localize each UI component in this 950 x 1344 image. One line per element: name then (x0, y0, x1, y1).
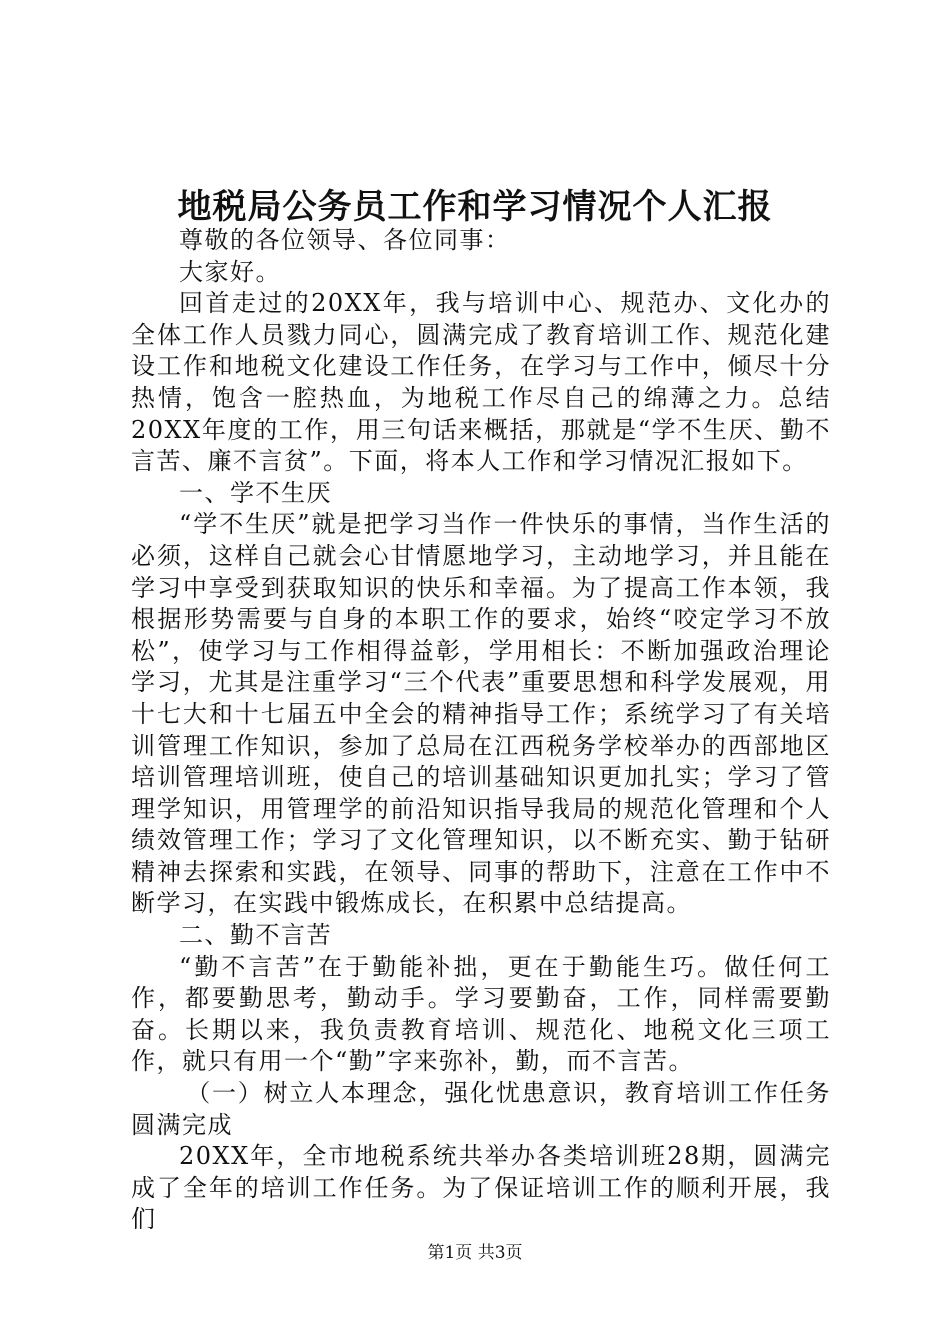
greeting: 大家好。 (179, 257, 281, 286)
section-heading-2: 二、勤不言苦 (179, 921, 332, 950)
intro-paragraph: 回首走过的20XX年，我与培训中心、规范办、文化办的全体工作人员戮力同心，圆满完成了教育培训工作、规范化建设工作和地税文化建设工作任务，在学习与工作中，倾尽十分热情，饱含一腔热血，为地税工作尽自己的绵薄之力。总结20XX年度的工作，用三句话来概括，那就是“学不生厌、勤不言苦、廉不言贫”。下面，将本人工作和学习情况汇报如下。 (131, 289, 831, 476)
salutation: 尊敬的各位领导、各位同事： (179, 226, 511, 254)
subsection-heading-1: （一）树立人本理念，强化忧患意识，教育培训工作任务圆满完成 (131, 1079, 831, 1139)
section-1-paragraph: “学不生厌”就是把学习当作一件快乐的事情，当作生活的必须，这样自己就会心甘情愿地学习，主动地学习，并且能在学习中享受到获取知识的快乐和幸福。为了提高工作本领，我根据形势需要与自身的本职工作的要求，始终“咬定学习不放松”，使学习与工作相得益彰，学用相长：不断加强政治理论学习，尤其是注重学习“三个代表”重要思想和科学发展观，用十七大和十七届五中全会的精神指导工作；系统学习了有关培训管理工作知识，参加了总局在江西税务学校举办的西部地区培训管理培训班，使自己的培训基础知识更加扎实；学习了管理学知识，用管理学的前沿知识指导我局的规范化管理和个人绩效管理工作；学习了文化管理知识，以不断充实、勤于钻研精神去探索和实践，在领导、同事的帮助下，注意在工作中不断学习，在实践中锻炼成长，在积累中总结提高。 (131, 510, 831, 918)
section-heading-1: 一、学不生厌 (179, 478, 332, 507)
section-2-paragraph: “勤不言苦”在于勤能补拙，更在于勤能生巧。做任何工作，都要勤思考，勤动手。学习要勤奋，工作，同样需要勤奋。长期以来，我负责教育培训、规范化、地税文化三项工作，就只有用一个“勤”字来弥补，勤，而不言苦。 (131, 952, 831, 1076)
document-title: 地税局公务员工作和学习情况个人汇报 (177, 187, 773, 227)
page-footer: 第1页 共3页 (427, 1243, 523, 1263)
subsection-1-paragraph: 20XX年，全市地税系统共举办各类培训班28期，圆满完成了全年的培训工作任务。为了保证培训工作的顺利开展，我们 (131, 1142, 831, 1234)
document-body (131, 225, 831, 1236)
